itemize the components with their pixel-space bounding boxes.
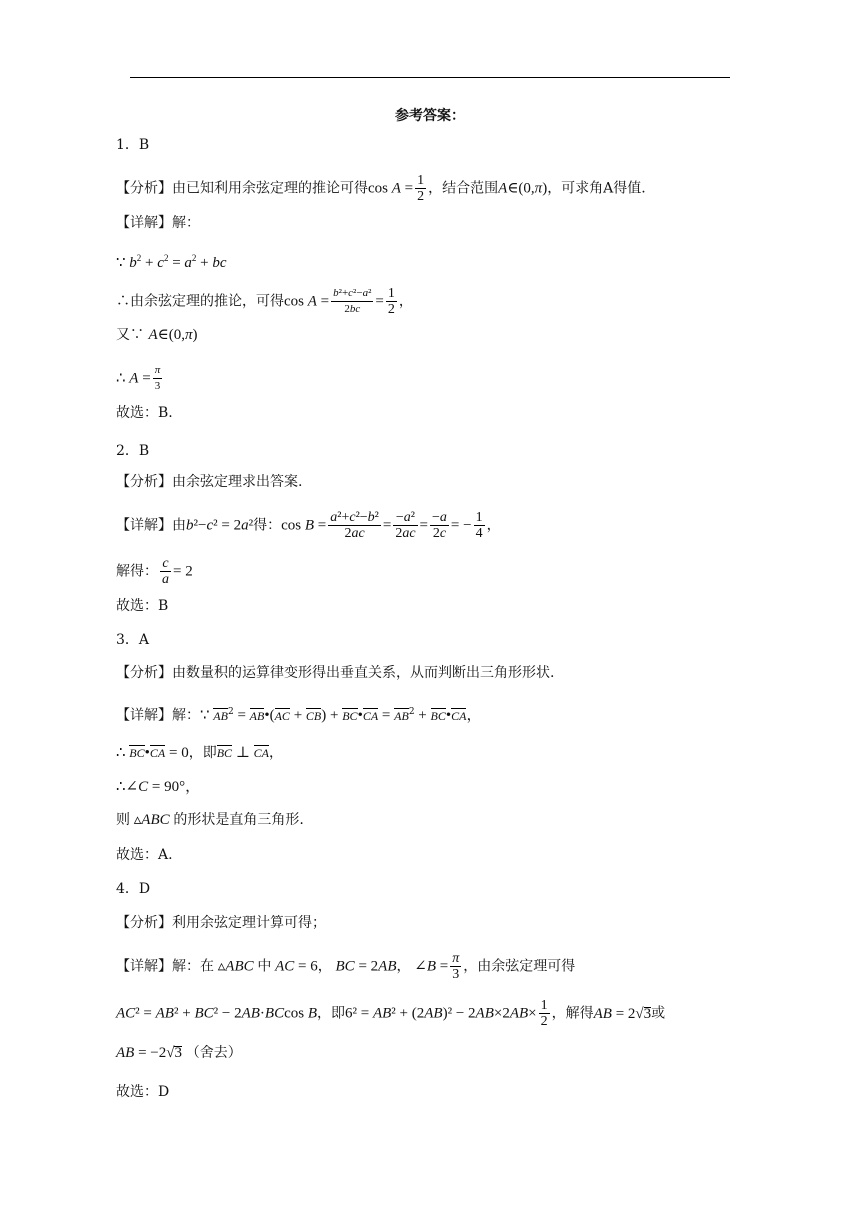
q2-detail: 【详解】由b²−c² = 2a²得：cos B = $\frac{\text{a²+c²−b²}}{2ac}$ = $\frac{\text{−a²}}{2ac}$ = $\frac{-a}{2c}$ = − $\frac{1}{4}$ ， [116,510,501,541]
q3-eq3: ∴∠C = 90°， [116,779,201,795]
q1-eq4: ∴ A = $\frac{\pi}{3}$ [116,364,161,392]
page-title: 参考答案： [395,108,465,124]
q1-eq1: ∵ $b^2 + c^2 = a^2$ + bc [116,253,227,271]
q1-answer: 1．B [116,137,150,153]
header-rule [130,77,730,78]
q3-answer: 3．A [116,632,150,648]
q2-solve: 解得： $\frac{c}{a}$ = 2 [116,556,193,587]
q4-choose: 故选：D [116,1084,170,1100]
q3-choose: 故选：A. [116,847,173,863]
q1-detail: 【详解】解： [116,215,200,231]
q4-eq2: AC² = AB² + BC² − 2AB·BCcos B，即6² = AB² + (2AB)² − 2AB×2AB× $\frac{1}{2}$ ，解得AB = 2√3或 [116,998,666,1029]
q1-eq3: 又∵ A∈(0,π) [116,327,198,343]
q3-analysis: 【分析】由数量积的运算律变形得出垂直关系，从而判断出三角形形状. [116,665,555,681]
q4-analysis: 【分析】利用余弦定理计算可得； [116,915,326,931]
q2-choose: 故选：B [116,598,169,614]
q2-analysis: 【分析】由余弦定理求出答案. [116,474,303,490]
q3-eq4: 则 ▵ABC 的形状是直角三角形. [116,812,304,828]
q1-analysis: 【分析】由已知利用余弦定理的推论可得cos A = $\frac{1}{2}$ ，结合范围A∈(0,π)，可求角A得值. [116,173,646,204]
q1-eq2: ∴由余弦定理的推论，可得cos A = $\frac{\text{b²+c²−a²}}{2bc}$ = $\frac{1}{2}$ ， [116,286,413,317]
q2-answer: 2．B [116,443,150,459]
q3-eq2: ∴ BC•CA = 0，即BC ⊥ CA， [116,745,284,761]
q4-answer: 4．D [116,881,151,897]
q1-choose: 故选：B. [116,405,173,421]
q4-eq3: AB = −2√3 （舍去） [116,1045,242,1061]
q3-detail: 【详解】解：∵ $AB^2$ = AB•(AC + CB) + BC•CA = $AB^2$ + BC•CA， [116,707,482,724]
q4-detail: 【详解】解：在 ▵ABC 中 AC = 6， BC = 2AB， ∠B = $\frac{\pi}{3}$ ，由余弦定理可得 [116,951,576,982]
